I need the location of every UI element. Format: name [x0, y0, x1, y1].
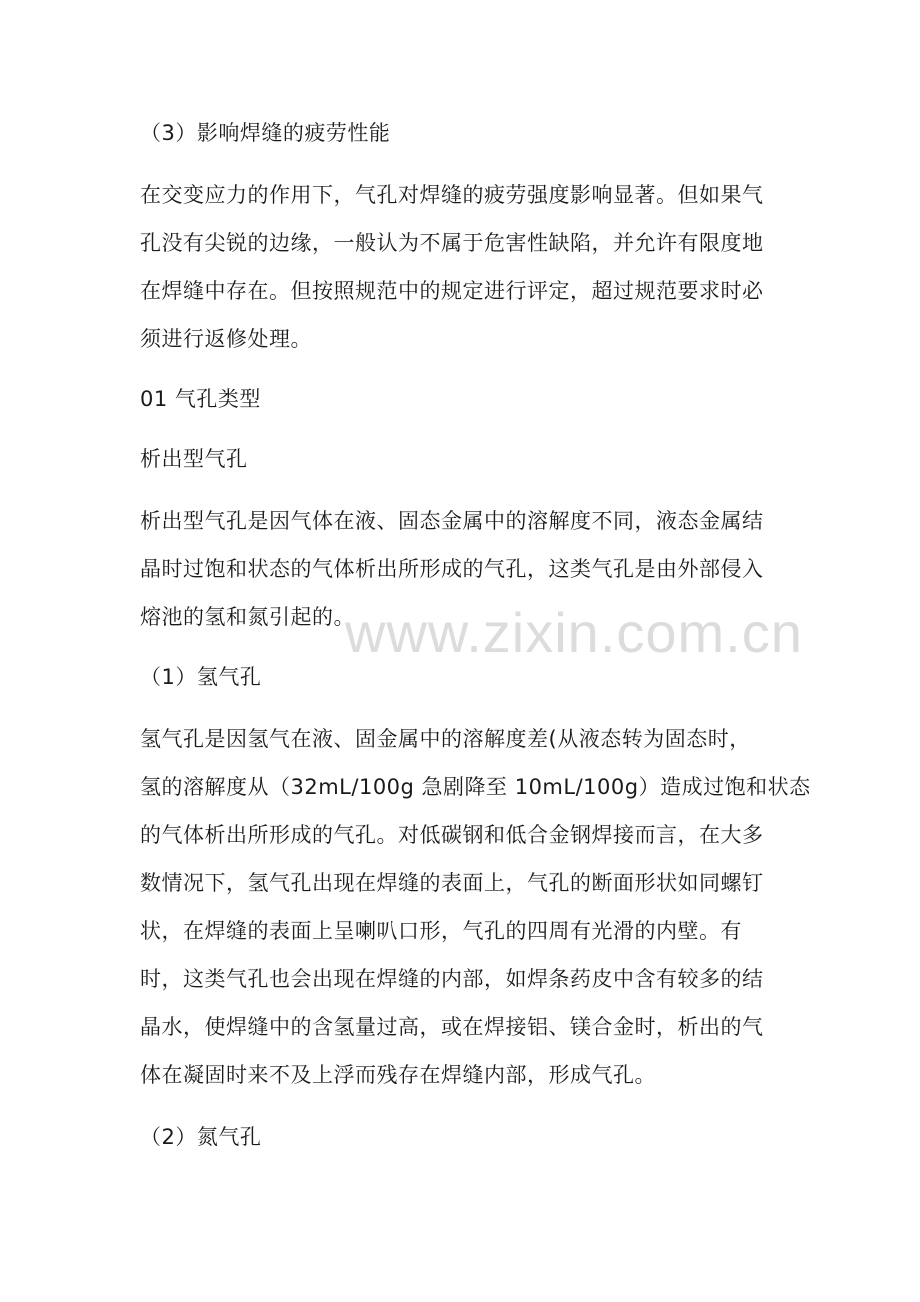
watermark: www.zixin.com.cn — [345, 601, 803, 664]
paragraph-line: 在焊缝中存在。但按照规范中的规定进行评定，超过规范要求时必 — [140, 279, 764, 303]
paragraph-line: 时，这类气孔也会出现在焊缝的内部，如焊条药皮中含有较多的结 — [140, 967, 764, 991]
paragraph-line: 孔没有尖锐的边缘，一般认为不属于危害性缺陷，并允许有限度地 — [140, 231, 764, 255]
paragraph-line: 体在凝固时来不及上浮而残存在焊缝内部，形成气孔。 — [140, 1063, 656, 1087]
paragraph-line: 的气体析出所形成的气孔。对低碳钢和低合金钢焊接而言，在大多 — [140, 823, 764, 847]
heading-hydrogen: （1）氢气孔 — [140, 665, 262, 689]
section-title: 01 气孔类型 — [140, 387, 261, 411]
heading-nitrogen: （2）氮气孔 — [140, 1125, 262, 1149]
paragraph-line: 熔池的氢和氮引起的。 — [140, 605, 355, 629]
subsection-title: 析出型气孔 — [140, 447, 248, 471]
paragraph-line: 状，在焊缝的表面上呈喇叭口形，气孔的四周有光滑的内壁。有 — [140, 919, 742, 943]
paragraph-line: 晶时过饱和状态的气体析出所形成的气孔，这类气孔是由外部侵入 — [140, 557, 764, 581]
paragraph-line: 氢气孔是因氢气在液、固金属中的溶解度差(从液态转为固态时， — [140, 727, 751, 751]
paragraph-line: 在交变应力的作用下，气孔对焊缝的疲劳强度影响显著。但如果气 — [140, 183, 764, 207]
paragraph-line: 晶水，使焊缝中的含氢量过高，或在焊接铝、镁合金时，析出的气 — [140, 1015, 764, 1039]
heading-fatigue: （3）影响焊缝的疲劳性能 — [140, 121, 391, 145]
paragraph-line: 数情况下，氢气孔出现在焊缝的表面上，气孔的断面形状如同螺钉 — [140, 871, 764, 895]
paragraph-line: 氢的溶解度从（32mL/100g 急剧降至 10mL/100g）造成过饱和状态 — [140, 775, 811, 799]
paragraph-line: 析出型气孔是因气体在液、固态金属中的溶解度不同，液态金属结 — [140, 509, 764, 533]
paragraph-line: 须进行返修处理。 — [140, 327, 312, 351]
